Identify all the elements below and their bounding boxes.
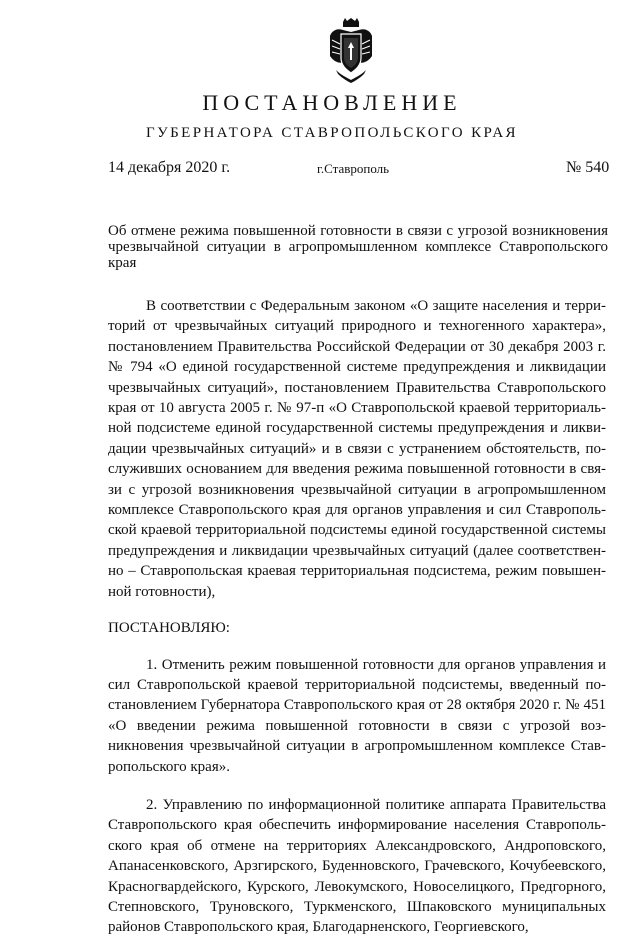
document-subject: Об отмене режима повышенной готовности в связи с угрозой возникновения чрезвычайной ситуации в агропромышленном комплексе Ставропольского края xyxy=(108,223,608,271)
document-title: ПОСТАНОВЛЕНИЕ xyxy=(202,90,462,115)
decree-item-2: 2. Управлению по информационной политике аппарата Правительства Ставропольского края обеспечить информирование населения Ставропольского края об отмене на территориях Александровского, Андроповского, Апанасенковского, Арзгирского, Буденновского, Грачевского, Кочубеевского, Красногвардейского, Курского, Левокумского, Новоселицкого, Предгорного, Степновского, Труновского, Туркменского, Шпаковского муниципальных районов Ставропольского края, Благодарненского, Георгиевского, xyxy=(108,796,606,936)
decree-item-1: 1. Отменить режим повышенной готовности для органов управления и сил Ставропольской краевой территориальной подсистемы, введенный постановлением Губернатора Ставропольского края от 28 октября 2020 г. № 451 «О введении режима повышенной готовности в связи с угрозой возникновения чрезвычайной ситуации в агропромышленном комплексе Ставропольского края». xyxy=(108,656,606,775)
document-date: 14 декабря 2020 г. xyxy=(108,159,231,176)
preamble-paragraph: В соответствии с Федеральным законом «О защите населения и территорий от чрезвычайных ситуаций природного и техногенного характера», постановлением Правительства Российской Федерации от 30 декабря 2003 г. № 794 «О единой государственной системе предупреждения и ликвидации чрезвычайных ситуаций», постановлением Правительства Ставропольского края от 10 августа 2005 г. № 97-п «О Ставропольской краевой территориальной подсистеме единой государственной системы предупреждения и ликвидации чрезвычайных ситуаций» и в связи с устранением обстоятельств, послуживших основанием для введения режима повышенной готовности в связи с угрозой возникновения чрезвычайной ситуации в агропромышленном комплексе Ставропольского края для органов управления и сил Ставропольской краевой территориальной подсистемы единой государственной системы предупреждения и ликвидации чрезвычайных ситуаций (далее соответственно – Ставропольская краевая территориальная подсистема, режим повышенной готовности), xyxy=(108,298,606,600)
document-issuer: ГУБЕРНАТОРА СТАВРОПОЛЬСКОГО КРАЯ xyxy=(146,125,518,141)
document-number: № 540 xyxy=(566,159,610,176)
stavropol-coat-of-arms-icon xyxy=(328,18,374,84)
decree-word: ПОСТАНОВЛЯЮ: xyxy=(108,620,230,637)
document-city: г.Ставрополь xyxy=(317,161,390,176)
document-body xyxy=(108,296,606,938)
